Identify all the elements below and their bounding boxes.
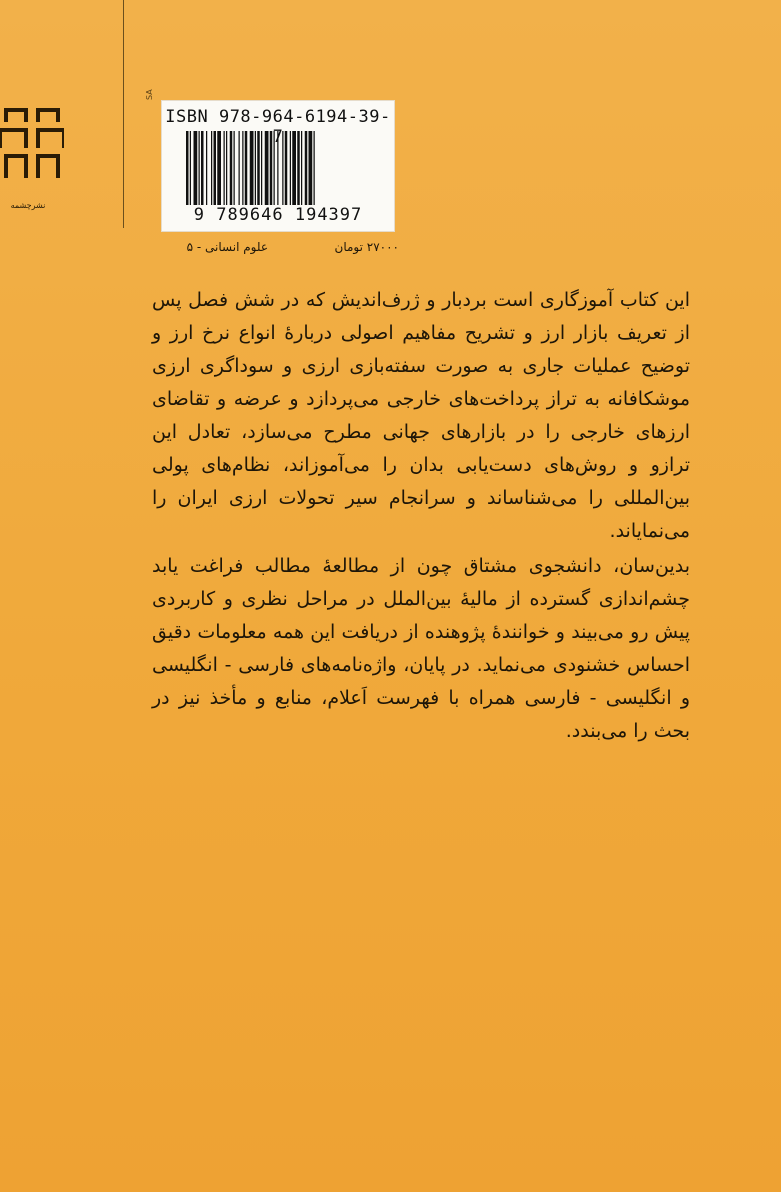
barcode-bar (245, 131, 248, 205)
spine-divider-line (123, 0, 124, 228)
barcode-bar (230, 131, 233, 205)
barcode-bar (201, 131, 204, 205)
barcode-bar (282, 131, 283, 205)
barcode-bar (190, 131, 191, 205)
barcode-bar (257, 131, 260, 205)
ean-digits: 9 789646 194397 (193, 205, 363, 225)
barcode-bar (277, 131, 278, 205)
publisher-logo-icon (0, 108, 64, 216)
barcode-bar (309, 131, 313, 205)
barcode-bar (305, 131, 308, 205)
description-paragraph-1: این کتاب آموزگاری است بردبار و ژرف‌اندیش که در شش فصل پس از تعریف بازار ارز و تشریح مفاهیم اصولی دربارهٔ انواع نرخ ارز و توضیح عملیات جاری به صورت سفته‌بازی ارزی و سوداگری ارزی موشکافانه به تراز پرداخت‌های خارجی می‌پردازد و عرضه و تقاضای ارزهای خارجی را در بازارهای جهانی مطرح می‌سازد، تعادل این ترازو و روش‌های دست‌یابی بدان را می‌آموزاند، نظام‌های پولی بین‌المللی را می‌شناساند و سرانجام سیر تحولات ارزی ایران را می‌نمایاند. (152, 289, 690, 542)
barcode-bar (261, 131, 262, 205)
barcode-bar (211, 131, 212, 205)
barcode-bar (242, 131, 243, 205)
barcode-bar (224, 131, 225, 205)
barcode-bar (217, 131, 221, 205)
barcode-bar (265, 131, 269, 205)
barcode-bar (199, 131, 200, 205)
publisher-name: نشرچشمه (10, 201, 46, 210)
barcode-side-mark: SA (145, 89, 154, 100)
price-label: ۲۷۰۰۰ تومان (334, 240, 399, 254)
barcode-bar (239, 131, 240, 205)
barcode-bar (226, 131, 227, 205)
barcode-bar (250, 131, 254, 205)
barcode-label (161, 100, 395, 232)
barcode-bar (255, 131, 256, 205)
barcode-bar (194, 131, 198, 205)
barcode-bar (206, 131, 207, 205)
description-paragraph-2: بدین‌سان، دانشجوی مشتاق چون از مطالعهٔ مطالب فراغت یابد چشم‌اندازی گسترده از مالیهٔ بین‌الملل در مراحل نظری و کاربردی پیش رو می‌بیند و خوانندهٔ پژوهنده از دریافت این همه معلومات دقیق احساس خشنودی می‌نماید. در پایان، واژه‌نامه‌های فارسی - انگلیسی و انگلیسی - فارسی همراه با فهرست اَعلام، منابع و مأخذ نیز در بحث را می‌بندد. (152, 555, 690, 742)
barcode-bar (292, 131, 296, 205)
barcode-bar (186, 131, 189, 205)
barcode-bar (214, 131, 217, 205)
barcode-bar (314, 131, 315, 205)
barcode-bars (186, 131, 382, 205)
barcode-bar (301, 131, 302, 205)
barcode-bar (290, 131, 291, 205)
barcode-bar (270, 131, 273, 205)
barcode-bar (285, 131, 288, 205)
barcode-bar (297, 131, 300, 205)
description-block (152, 284, 690, 748)
barcode-bar (274, 131, 275, 205)
isbn-text: ISBN 978-964-6194-39-7 (165, 107, 391, 147)
series-label: علوم انسانی - ۵ (186, 240, 268, 254)
barcode-bar (234, 131, 235, 205)
